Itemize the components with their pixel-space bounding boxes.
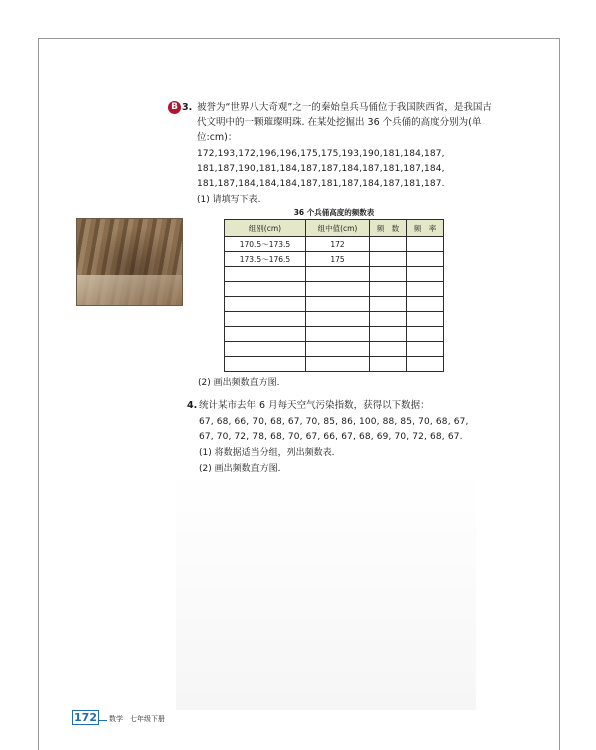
header-midpoint: 组中值(cm) [305, 220, 369, 237]
table-row [225, 327, 444, 342]
header-relative-frequency: 频 率 [407, 220, 444, 237]
data-line: 181,187,190,181,184,187,187,184,187,181,187,184, [197, 164, 445, 174]
table-cell [305, 357, 369, 372]
table-cell [370, 312, 407, 327]
table-row [225, 237, 444, 252]
table-cell [407, 342, 444, 357]
table-row [225, 267, 444, 282]
table-cell [370, 297, 407, 312]
problem-3-question-1: (1) 请填写下表. [197, 195, 261, 205]
problem-4-question-2: (2) 画出频数直方图. [199, 464, 281, 474]
problem-3-data [197, 147, 500, 192]
table-cell [225, 357, 306, 372]
table-cell [407, 282, 444, 297]
table-row [225, 342, 444, 357]
header-frequency: 频 数 [370, 220, 407, 237]
background-shade [176, 470, 476, 710]
table-cell [407, 237, 444, 252]
data-line: 67, 70, 72, 78, 68, 70, 67, 66, 67, 68, 69, 70, 72, 68, 67. [199, 432, 463, 442]
header-group: 组别(cm) [225, 220, 306, 237]
table-row [225, 357, 444, 372]
table-cell [407, 312, 444, 327]
page-number: 172 [72, 710, 99, 725]
terracotta-warriors-photo [76, 218, 183, 306]
table-cell: 175 [305, 252, 369, 267]
problem-4 [187, 398, 487, 477]
table-header-row [225, 220, 444, 237]
problem-4-number: 4. [187, 400, 198, 411]
table-row [225, 312, 444, 327]
table-cell [407, 327, 444, 342]
problem-4-question-1: (1) 将数据适当分组，列出频数表. [199, 448, 335, 458]
problem-3-question-2: (2) 画出频数直方图. [198, 378, 280, 388]
table-cell [370, 282, 407, 297]
table-row [225, 282, 444, 297]
table-cell: 172 [305, 237, 369, 252]
table-row [225, 297, 444, 312]
table-cell [225, 267, 306, 282]
table-cell [370, 252, 407, 267]
table-cell [225, 282, 306, 297]
problem-4-text: 统计某市去年 6 月每天空气污染指数，获得以下数据： [199, 400, 430, 411]
level-b-badge: B [168, 101, 181, 114]
table-cell [370, 327, 407, 342]
table-cell [370, 237, 407, 252]
table-cell [305, 342, 369, 357]
problem-3 [170, 100, 500, 208]
table-cell [407, 252, 444, 267]
page-number-rule [99, 720, 107, 721]
data-line: 181,187,184,184,184,187,181,187,184,187,181,187. [197, 179, 445, 189]
table-cell [407, 267, 444, 282]
table-cell: 173.5～176.5 [225, 252, 306, 267]
data-line: 67, 68, 66, 70, 68, 67, 70, 85, 86, 100, 88, 85, 70, 68, 67, [199, 417, 469, 427]
table-cell [370, 342, 407, 357]
problem-3-text: 被誉为“世界八大奇观”之一的秦始皇兵马俑位于我国陕西省，是我国古代文明中的一颗璀璨明珠. 在某处挖掘出 36 个兵俑的高度分别为(单位:cm)： [197, 102, 492, 143]
table-cell [370, 357, 407, 372]
table-cell [407, 357, 444, 372]
problem-4-data [199, 415, 487, 445]
table-title: 36 个兵俑高度的频数表 [293, 208, 375, 217]
book-caption: 数学 七年级下册 [109, 715, 165, 723]
problem-3-number: 3. [182, 102, 193, 113]
table-row [225, 252, 444, 267]
table-cell [305, 267, 369, 282]
frequency-table [224, 219, 444, 372]
table-cell [407, 297, 444, 312]
table-cell [305, 312, 369, 327]
table-cell [225, 327, 306, 342]
table-cell [225, 342, 306, 357]
table-cell [225, 297, 306, 312]
table-cell: 170.5～173.5 [225, 237, 306, 252]
table-cell [305, 297, 369, 312]
data-line: 172,193,172,196,196,175,175,193,190,181,184,187, [197, 149, 445, 159]
table-cell [225, 312, 306, 327]
table-cell [305, 282, 369, 297]
table-cell [305, 327, 369, 342]
table-cell [370, 267, 407, 282]
